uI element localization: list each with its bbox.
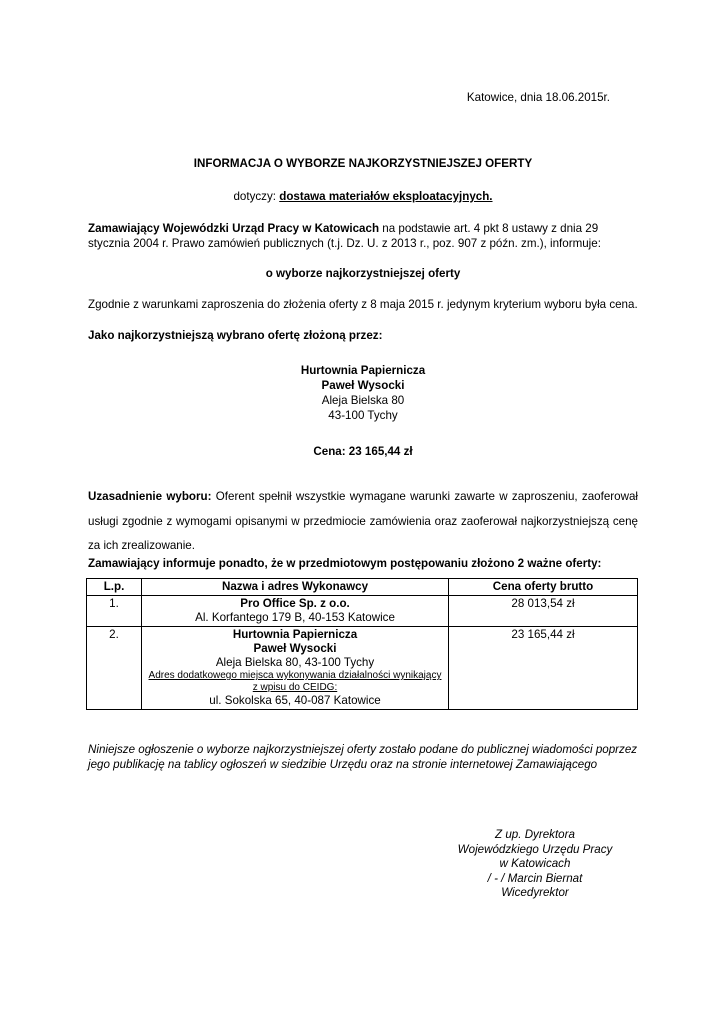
justification-paragraph — [88, 485, 638, 559]
row-price: 23 165,44 zł — [449, 627, 638, 710]
contractor-name: Pro Office Sp. z o.o. — [240, 597, 350, 610]
signature-line-1: Z up. Dyrektora — [495, 828, 575, 841]
intro-contracting-authority: Zamawiający Wojewódzki Urząd Pracy w Katowicach — [88, 222, 380, 235]
row-contractor — [142, 596, 449, 627]
conditions-paragraph: Zgodnie z warunkami zaproszenia do złożenia oferty z 8 maja 2015 r. jedynym kryterium wyboru była cena. — [88, 298, 638, 311]
justification-label: Uzasadnienie wyboru: — [88, 490, 212, 503]
signature-line-3: w Katowicach — [499, 857, 571, 871]
header-lp: L.p. — [87, 579, 142, 596]
contractor-name-1: Hurtownia Papiernicza — [232, 628, 358, 641]
offers-heading: Zamawiający informuje ponadto, że w przedmiotowym postępowaniu złożono 2 ważne oferty: — [88, 557, 602, 570]
chosen-offer-heading: Jako najkorzystniejszą wybrano ofertę złożoną przez: — [88, 329, 383, 342]
row-contractor — [142, 627, 449, 710]
contractor-extra-address: ul. Sokolska 65, 40-087 Katowice — [209, 694, 381, 707]
contractor-note: Adres dodatkowego miejsca wykonywania działalności wynikający z wpisu do CEIDG: — [148, 670, 442, 693]
winning-price: Cena: 23 165,44 zł — [313, 445, 413, 458]
table-header-row — [87, 579, 638, 596]
table-row — [87, 627, 638, 710]
document-title: INFORMACJA O WYBORZE NAJKORZYSTNIEJSZEJ OFERTY — [193, 157, 533, 170]
subject-value: dostawa materiałów eksploatacyjnych. — [279, 190, 493, 203]
subject-colon: : — [272, 190, 280, 203]
publication-notice: Niniejsze ogłoszenie o wyborze najkorzystniejszej oferty zostało podane do publicznej wiadomości poprzez jego publikację na tablicy ogłoszeń w siedzibie Urzędu oraz na stronie internetowej Zamawiającego — [88, 743, 638, 771]
signature-line-2: Wojewódzkiego Urzędu Pracy — [457, 842, 613, 856]
header-contractor: Nazwa i adres Wykonawcy — [142, 579, 449, 596]
document-date: Katowice, dnia 18.06.2015r. — [466, 91, 610, 104]
header-price: Cena oferty brutto — [449, 579, 638, 596]
row-lp: 1. — [87, 596, 142, 627]
winner-name-1: Hurtownia Papiernicza — [300, 364, 426, 377]
winner-street: Aleja Bielska 80 — [321, 394, 405, 407]
winner-block — [88, 363, 638, 423]
winner-name-2: Paweł Wysocki — [321, 379, 405, 392]
intro-paragraph — [88, 221, 633, 251]
table-row — [87, 596, 638, 627]
signature-line-4: / - / Marcin Biernat — [487, 871, 583, 885]
signature-block — [430, 828, 640, 901]
signature-line-5: Wicedyrektor — [501, 886, 569, 900]
contractor-name-2: Paweł Wysocki — [253, 642, 337, 655]
subject-line — [88, 190, 638, 203]
subject-label: dotyczy — [233, 190, 273, 203]
contractor-address: Aleja Bielska 80, 43-100 Tychy — [215, 656, 375, 669]
winner-city: 43-100 Tychy — [328, 409, 398, 422]
intro-text: na podstawie art. 4 pkt 8 ustawy z dnia 29 stycznia 2004 r. Prawo zamówień publicznych (t.j. Dz. U. z 2013 r., poz. 907 z późn. zm.), informuje: — [88, 222, 601, 250]
offers-table — [86, 578, 638, 710]
justification-text: Oferent spełnił wszystkie wymagane warunki zawarte w zaproszeniu, zaoferował usługi zgodnie z wymogami opisanymi w przedmiocie zamówienia oraz zaoferował najkorzystniejszą cenę za ich zrealizowanie. — [88, 490, 638, 552]
contractor-address: Al. Korfantego 179 B, 40-153 Katowice — [195, 611, 395, 624]
row-price: 28 013,54 zł — [449, 596, 638, 627]
decision-heading: o wyborze najkorzystniejszej oferty — [265, 267, 461, 280]
row-lp: 2. — [87, 627, 142, 710]
